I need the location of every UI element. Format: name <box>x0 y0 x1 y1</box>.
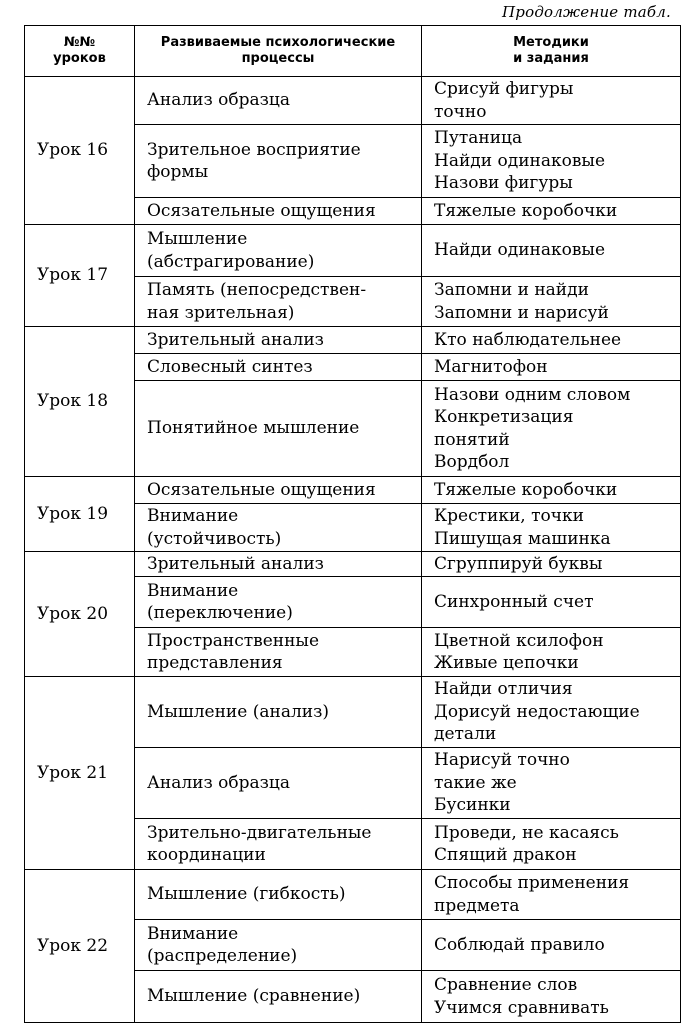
method-text: Запомни и найди Запомни и нарисуй <box>434 280 609 323</box>
method-cell <box>422 628 681 677</box>
process-cell <box>135 477 422 504</box>
process-text: Мышление (гибкость) <box>147 884 346 905</box>
lesson-label: Урок 22 <box>25 870 135 1023</box>
process-cell <box>135 577 422 628</box>
process-text: Мышление (сравнение) <box>147 986 361 1007</box>
lesson-label: Урок 20 <box>25 552 135 677</box>
process-text: Анализ образца <box>147 772 290 793</box>
process-cell <box>135 354 422 381</box>
method-text: Сгруппируй буквы <box>434 553 603 574</box>
method-text: Синхронный счет <box>434 591 594 612</box>
process-cell <box>135 125 422 198</box>
method-cell <box>422 77 681 125</box>
lesson-label: Урок 21 <box>25 677 135 870</box>
method-cell <box>422 277 681 327</box>
method-text: Нарисуй точно такие же Бусинки <box>434 750 570 816</box>
method-text: Назови одним словом Конкретизация понятий Вордбол <box>434 384 631 472</box>
process-text: Анализ образца <box>147 90 290 111</box>
table-row <box>25 477 681 504</box>
lessons-table <box>24 25 681 1023</box>
table-row <box>25 77 681 125</box>
method-text: Тяжелые коробочки <box>434 200 618 221</box>
process-text: Осязательные ощущения <box>147 479 376 500</box>
method-text: Сравнение слов Учимся сравнивать <box>434 975 609 1018</box>
process-cell <box>135 327 422 354</box>
process-text: Мышление (анализ) <box>147 701 329 722</box>
method-cell <box>422 504 681 552</box>
method-cell <box>422 381 681 477</box>
method-cell <box>422 748 681 819</box>
process-cell <box>135 381 422 477</box>
method-text: Найди отличия Дорисуй недостающие детали <box>434 679 640 745</box>
table-caption: Продолжение табл. <box>502 3 671 21</box>
process-cell <box>135 870 422 920</box>
method-cell <box>422 477 681 504</box>
method-cell <box>422 577 681 628</box>
process-text: Зрительное восприятие формы <box>147 139 361 182</box>
process-text: Зрительный анализ <box>147 553 324 574</box>
process-text: Словесный синтез <box>147 356 313 377</box>
method-cell <box>422 125 681 198</box>
method-text: Магнитофон <box>434 356 548 377</box>
process-text: Память (непосредствен- ная зрительная) <box>147 280 367 323</box>
method-cell <box>422 920 681 971</box>
method-text: Цветной ксилофон Живые цепочки <box>434 630 604 673</box>
process-text: Внимание (устойчивость) <box>147 506 282 549</box>
process-cell <box>135 77 422 125</box>
process-text: Зрительно-двигательные координации <box>147 822 372 865</box>
lesson-label: Урок 17 <box>25 225 135 327</box>
header-methods: Методики и задания <box>422 26 681 77</box>
method-cell <box>422 870 681 920</box>
method-cell <box>422 225 681 277</box>
method-text: Найди одинаковые <box>434 240 606 261</box>
process-cell <box>135 198 422 225</box>
table-row <box>25 677 681 748</box>
process-text: Понятийное мышление <box>147 418 360 439</box>
process-cell <box>135 628 422 677</box>
process-cell <box>135 920 422 971</box>
header-row <box>25 26 681 77</box>
method-text: Кто наблюдательнее <box>434 329 622 350</box>
lesson-label: Урок 19 <box>25 477 135 552</box>
method-cell <box>422 198 681 225</box>
method-text: Соблюдай правило <box>434 934 605 955</box>
table-body <box>25 77 681 1023</box>
method-text: Срисуй фигуры точно <box>434 79 574 122</box>
process-cell <box>135 277 422 327</box>
method-cell <box>422 677 681 748</box>
method-cell <box>422 327 681 354</box>
process-cell <box>135 971 422 1023</box>
process-text: Осязательные ощущения <box>147 200 376 221</box>
table-row <box>25 225 681 277</box>
lesson-label: Урок 18 <box>25 327 135 477</box>
process-cell <box>135 504 422 552</box>
table-row <box>25 327 681 354</box>
method-text: Путаница Найди одинаковые Назови фигуры <box>434 128 606 194</box>
method-cell <box>422 819 681 870</box>
header-lesson-number: №№ уроков <box>25 26 135 77</box>
process-cell <box>135 552 422 577</box>
method-cell <box>422 552 681 577</box>
process-text: Внимание (переключение) <box>147 580 293 623</box>
lesson-label: Урок 16 <box>25 77 135 225</box>
method-text: Крестики, точки Пишущая машинка <box>434 506 611 549</box>
process-text: Мышление (абстрагирование) <box>147 229 315 272</box>
method-text: Способы применения предмета <box>434 873 630 916</box>
process-cell <box>135 225 422 277</box>
method-cell <box>422 971 681 1023</box>
process-text: Зрительный анализ <box>147 329 324 350</box>
method-text: Проведи, не касаясь Спящий дракон <box>434 822 619 865</box>
table-row <box>25 870 681 920</box>
process-text: Внимание (распределение) <box>147 923 298 966</box>
process-cell <box>135 748 422 819</box>
process-text: Пространственные представления <box>147 630 320 673</box>
method-cell <box>422 354 681 381</box>
method-text: Тяжелые коробочки <box>434 479 618 500</box>
header-processes: Развиваемые психологические процессы <box>135 26 422 77</box>
table-row <box>25 552 681 577</box>
process-cell <box>135 819 422 870</box>
process-cell <box>135 677 422 748</box>
